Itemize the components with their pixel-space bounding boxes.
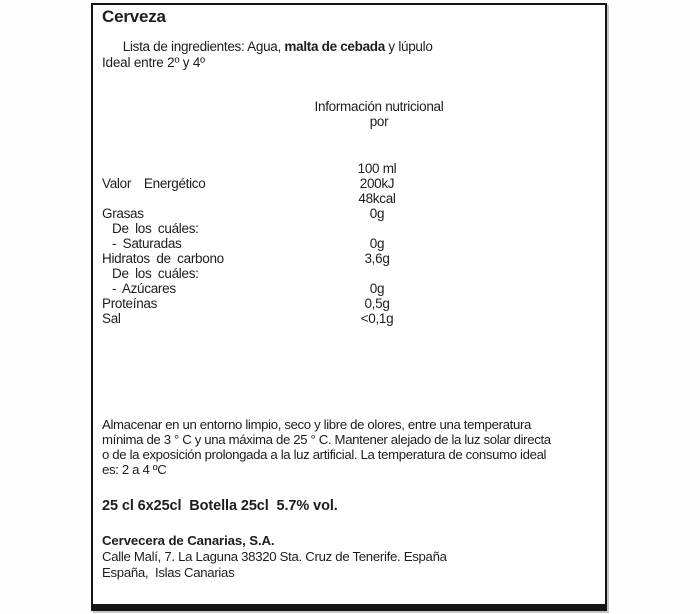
nutrition-row-label: De los cuáles:	[112, 221, 199, 236]
nutrition-row-energy	[93, 176, 605, 191]
nutrition-row-label: Proteínas	[102, 296, 158, 311]
nutrition-row-value: 3,6g	[364, 251, 390, 266]
manufacturer-region: España, Islas Canarias	[102, 565, 235, 580]
nutrition-row-value: <0,1g	[360, 311, 394, 326]
product-title: Cerveza	[102, 7, 166, 26]
manufacturer-address: Calle Malí, 7. La Laguna 38320 Sta. Cruz de Tenerife. España	[102, 549, 447, 564]
nutrition-table	[93, 161, 605, 326]
manufacturer-block	[102, 533, 447, 581]
nutrition-row-protein	[93, 296, 605, 311]
pack-size-info: 25 cl 6x25cl Botella 25cl 5.7% vol.	[102, 498, 338, 514]
nutrition-row-of-which-1	[93, 221, 605, 236]
nutrition-row-salt	[93, 311, 605, 326]
nutrition-row-label: Sal	[102, 311, 121, 326]
nutrition-row-energy-kcal	[93, 191, 605, 206]
nutrition-heading-per: por	[369, 114, 389, 129]
nutrition-row-value: 0g	[369, 281, 385, 296]
nutrition-row-carbohydrate	[93, 251, 605, 266]
product-label-box	[91, 3, 607, 611]
storage-line: Almacenar en un entorno limpio, seco y libre de olores, entre una temperatura	[102, 417, 532, 432]
nutrition-row-fat	[93, 206, 605, 221]
nutrition-heading-title: Información nutricional	[314, 99, 444, 114]
ingredients-suffix: y lúpulo	[384, 39, 433, 54]
nutrition-row-label: De los cuáles:	[112, 266, 199, 281]
serving-temperature-note: Ideal entre 2º y 4º	[102, 55, 205, 70]
nutrition-row-value: 200kJ	[359, 176, 395, 191]
nutrition-row-saturates	[93, 236, 605, 251]
nutrition-column-header-row	[93, 161, 605, 176]
nutrition-heading	[259, 99, 499, 129]
nutrition-row-value: 0,5g	[364, 296, 390, 311]
storage-instructions	[102, 417, 551, 477]
nutrition-row-label: Valor Energético	[102, 176, 206, 191]
nutrition-row-value: 48kcal	[358, 191, 396, 206]
ingredients-prefix: Lista de ingredientes: Agua,	[122, 39, 285, 54]
storage-line: o de la exposición prolongada a la luz artificial. La temperatura de consumo ideal	[102, 447, 547, 462]
nutrition-row-value: 0g	[369, 236, 385, 251]
nutrition-row-sugars	[93, 281, 605, 296]
ingredients-highlight: malta de cebada	[284, 39, 385, 54]
nutrition-row-label: Grasas	[102, 206, 144, 221]
storage-line: mínima de 3 ° C y una máxima de 25 ° C. Mantener alejado de la luz solar directa	[102, 432, 551, 447]
nutrition-column-header: 100 ml	[357, 161, 397, 176]
nutrition-row-label: Hidratos de carbono	[102, 251, 224, 266]
manufacturer-name: Cervecera de Canarias, S.A.	[102, 533, 275, 548]
nutrition-row-label: - Saturadas	[112, 236, 182, 251]
nutrition-row-label: - Azúcares	[112, 281, 176, 296]
storage-line: es: 2 a 4 ºC	[102, 462, 167, 477]
nutrition-row-value: 0g	[369, 206, 385, 221]
nutrition-row-of-which-2	[93, 266, 605, 281]
